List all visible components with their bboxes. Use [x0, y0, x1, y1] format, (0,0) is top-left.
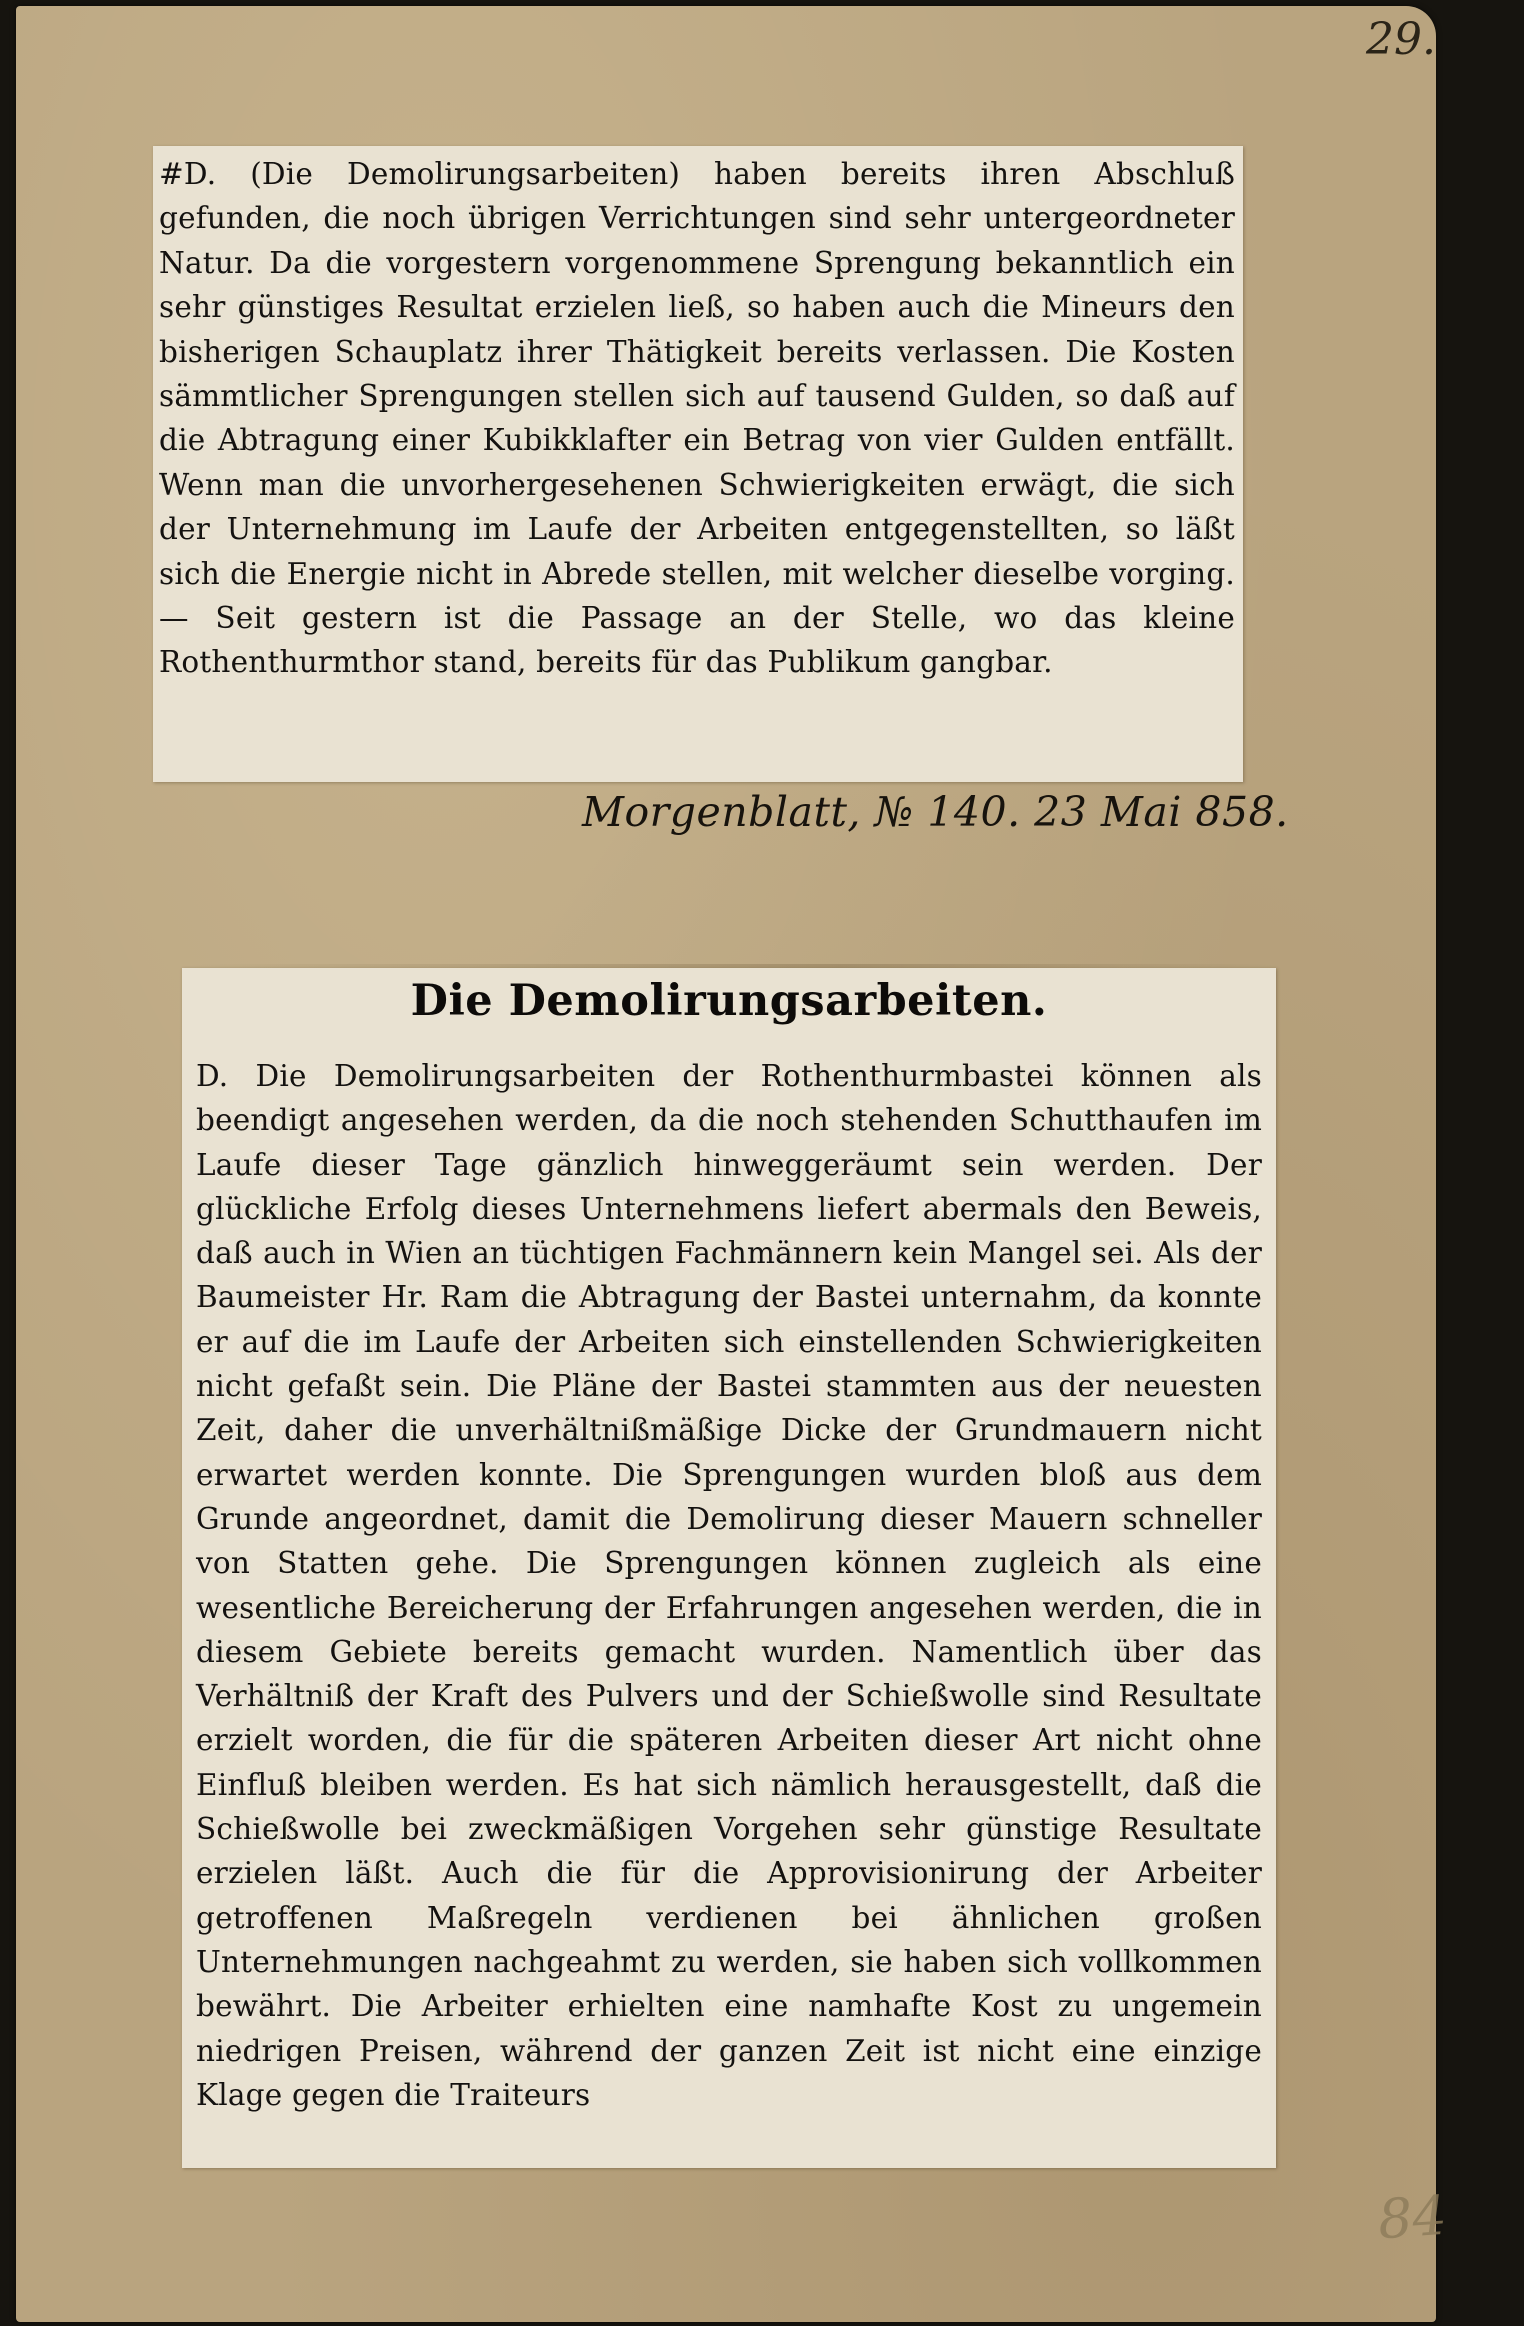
clipping-2-headline: Die Demolirungsarbeiten.	[410, 976, 1048, 1026]
folio-number: 29.	[1366, 14, 1436, 65]
archive-number: 84	[1375, 2183, 1449, 2252]
newspaper-clipping-2	[182, 968, 1276, 2168]
clipping-2-text: D. Die Demolirungsarbeiten der Rothenthurmbastei können als beendigt angesehen werden, da die noch stehenden Schutthaufen im Laufe dieser Tage gänzlich hinweggeräumt sein werden. Der glückliche Erfolg dieses Unternehmens liefert abermals den Beweis, daß auch in Wien an tüchtigen Fachmännern kein Mangel sei. Als der Baumeister Hr. Ram die Abtragung der Bastei unternahm, da konnte er auf die im Laufe der Arbeiten sich einstellenden Schwierigkeiten nicht gefaßt sein. Die Pläne der Bastei stammten aus der neuesten Zeit, daher die unverhältnißmäßige Dicke der Grundmauern nicht erwartet werden konnte. Die Sprengungen wurden bloß aus dem Grunde angeordnet, damit die Demolirung dieser Mauern schneller von Statten gehe. Die Sprengungen können zugleich als eine wesentliche Bereicherung der Erfahrungen angesehen werden, die in diesem Gebiete bereits gemacht wurden. Namentlich über das Verhältniß der Kraft des Pulvers und der Schießwolle sind Resultate erzielt worden, die für die späteren Arbeiten dieser Art nicht ohne Einfluß bleiben werden. Es hat sich nämlich herausgestellt, daß die Schießwolle bei zweckmäßigen Vorgehen sehr günstige Resultate erzielen läßt. Auch die für die Approvisionirung der Arbeiter getroffenen Maßregeln verdienen bei ähnlichen großen Unternehmungen nachgeahmt zu werden, sie haben sich vollkommen bewährt. Die Arbeiter erhielten eine namhafte Kost zu ungemein niedrigen Preisen, während der ganzen Zeit ist nicht eine einzige Klage gegen die Traiteurs	[196, 1059, 1262, 2112]
newspaper-clipping-1	[153, 146, 1243, 782]
handwritten-source-note: Morgenblatt, № 140. 23 Mai 858.	[582, 788, 1289, 836]
clipping-1-text: #D. (Die Demolirungsarbeiten) haben bereits ihren Abschluß gefunden, die noch übrigen Verrichtungen sind sehr untergeordneter Natur. Da die vorgestern vorgenommene Sprengung bekanntlich ein sehr günstiges Resultat erzielen ließ, so haben auch die Mineurs den bisherigen Schauplatz ihrer Thätigkeit bereits verlassen. Die Kosten sämmtlicher Sprengungen stellen sich auf tausend Gulden, so daß auf die Abtragung einer Kubikklafter ein Betrag von vier Gulden entfällt. Wenn man die unvorhergesehenen Schwierigkeiten erwägt, die sich der Unternehmung im Laufe der Arbeiten entgegenstellten, so läßt sich die Energie nicht in Abrede stellen, mit welcher dieselbe vorging. — Seit gestern ist die Passage an der Stelle, wo das kleine Rothenthurmthor stand, bereits für das Publikum gangbar.	[159, 157, 1235, 680]
album-page	[16, 6, 1449, 2322]
